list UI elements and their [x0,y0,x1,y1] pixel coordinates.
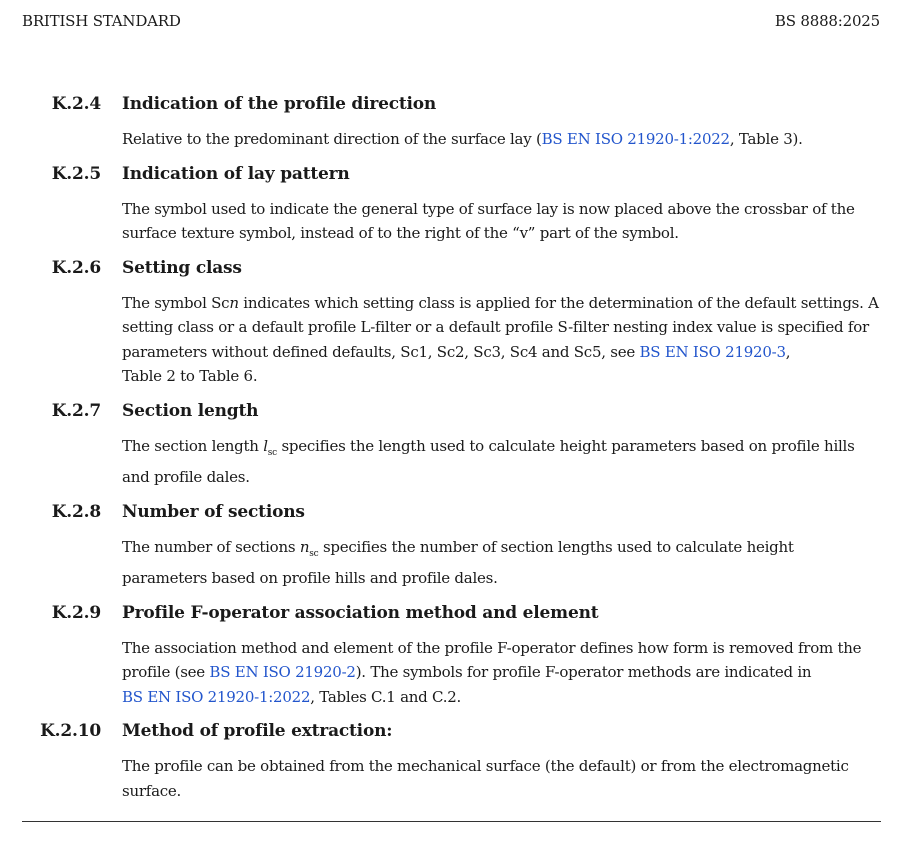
body-text: , Tables C.1 and C.2. [310,687,462,706]
body-text: ). The symbols for profile F-operator methods are indicated in [355,663,812,681]
body-text: specifies the length used to calculate height parameters based on profile hills and profile dales. [122,436,855,486]
section-number: K.2.9 [51,602,101,623]
section-body [122,127,882,152]
section-heading [0,401,921,426]
section-title: Setting class [122,257,242,278]
section-heading [0,94,921,119]
section-k-2-5 [0,164,921,246]
section-body [122,434,882,490]
document-content [0,94,921,803]
section-body [122,197,882,246]
body-text: indicates which setting class is applied for the determination of the default settings. A setting class or a default profile L-filter or a default profile S-filter nesting index value is specified for parameters without defined defaults, Sc1, Sc2, Sc3, Sc4 and Sc5, see [122,293,879,361]
body-text: The association method and element of the profile F-operator defines how form is removed from the profile (see [122,638,862,681]
section-k-2-4 [0,94,921,152]
body-text: , [785,342,791,361]
section-title: Indication of lay pattern [122,163,350,184]
section-number: K.2.7 [51,400,101,421]
body-text: The symbol Sc [122,293,230,312]
section-title: Profile F-operator association method and element [122,602,599,623]
section-body [122,754,882,803]
section-heading [0,258,921,283]
header-standard-label: BRITISH STANDARD [22,12,181,30]
section-heading [0,502,921,527]
reference-link[interactable]: BS EN ISO 21920-2 [209,663,356,681]
body-text: The section length [122,436,264,455]
section-title: Method of profile extraction: [122,721,393,741]
symbol-italic: l [263,436,268,455]
body-text: The number of sections [122,537,300,556]
section-k-2-7 [0,401,921,490]
reference-link[interactable]: BS EN ISO 21920-1:2022 [122,687,311,706]
section-number: K.2.5 [51,163,101,184]
section-title: Number of sections [122,501,305,522]
section-body [122,535,882,591]
section-title: Section length [122,400,259,421]
body-text: specifies the number of section lengths used to calculate height parameters based on profile hills and profile dales. [122,537,794,587]
section-k-2-8 [0,502,921,591]
body-text: Table 2 to Table 6. [122,367,258,385]
body-text: , Table 3). [729,130,803,148]
section-number: K.2.4 [51,94,101,114]
section-body [122,291,882,389]
section-k-2-10 [0,721,921,803]
section-heading [0,721,921,746]
reference-link[interactable]: BS EN ISO 21920-3 [639,342,786,361]
footer-divider [22,821,881,822]
symbol-subscript: sc [309,548,319,559]
body-text: The profile can be obtained from the mechanical surface (the default) or from the electromagnetic surface. [122,757,849,800]
body-text: Relative to the predominant direction of the surface lay ( [122,130,542,148]
header-document-number: BS 8888:2025 [774,12,880,30]
section-number: K.2.8 [51,501,101,522]
body-text: The symbol used to indicate the general type of surface lay is now placed above the crossbar of the surface texture symbol, instead of to the right of the “v” part of the symbol. [122,199,855,242]
symbol-italic: n [299,537,310,556]
section-heading [0,164,921,189]
section-title: Indication of the profile direction [122,94,437,114]
page-header [22,12,880,32]
section-number: K.2.6 [51,257,101,278]
section-number: K.2.10 [40,721,101,741]
symbol-subscript: sc [267,447,277,458]
section-body [122,636,882,710]
section-k-2-6 [0,258,921,389]
section-heading [0,603,921,628]
section-k-2-9 [0,603,921,710]
symbol-italic: n [229,293,239,312]
reference-link[interactable]: BS EN ISO 21920-1:2022 [541,130,730,148]
